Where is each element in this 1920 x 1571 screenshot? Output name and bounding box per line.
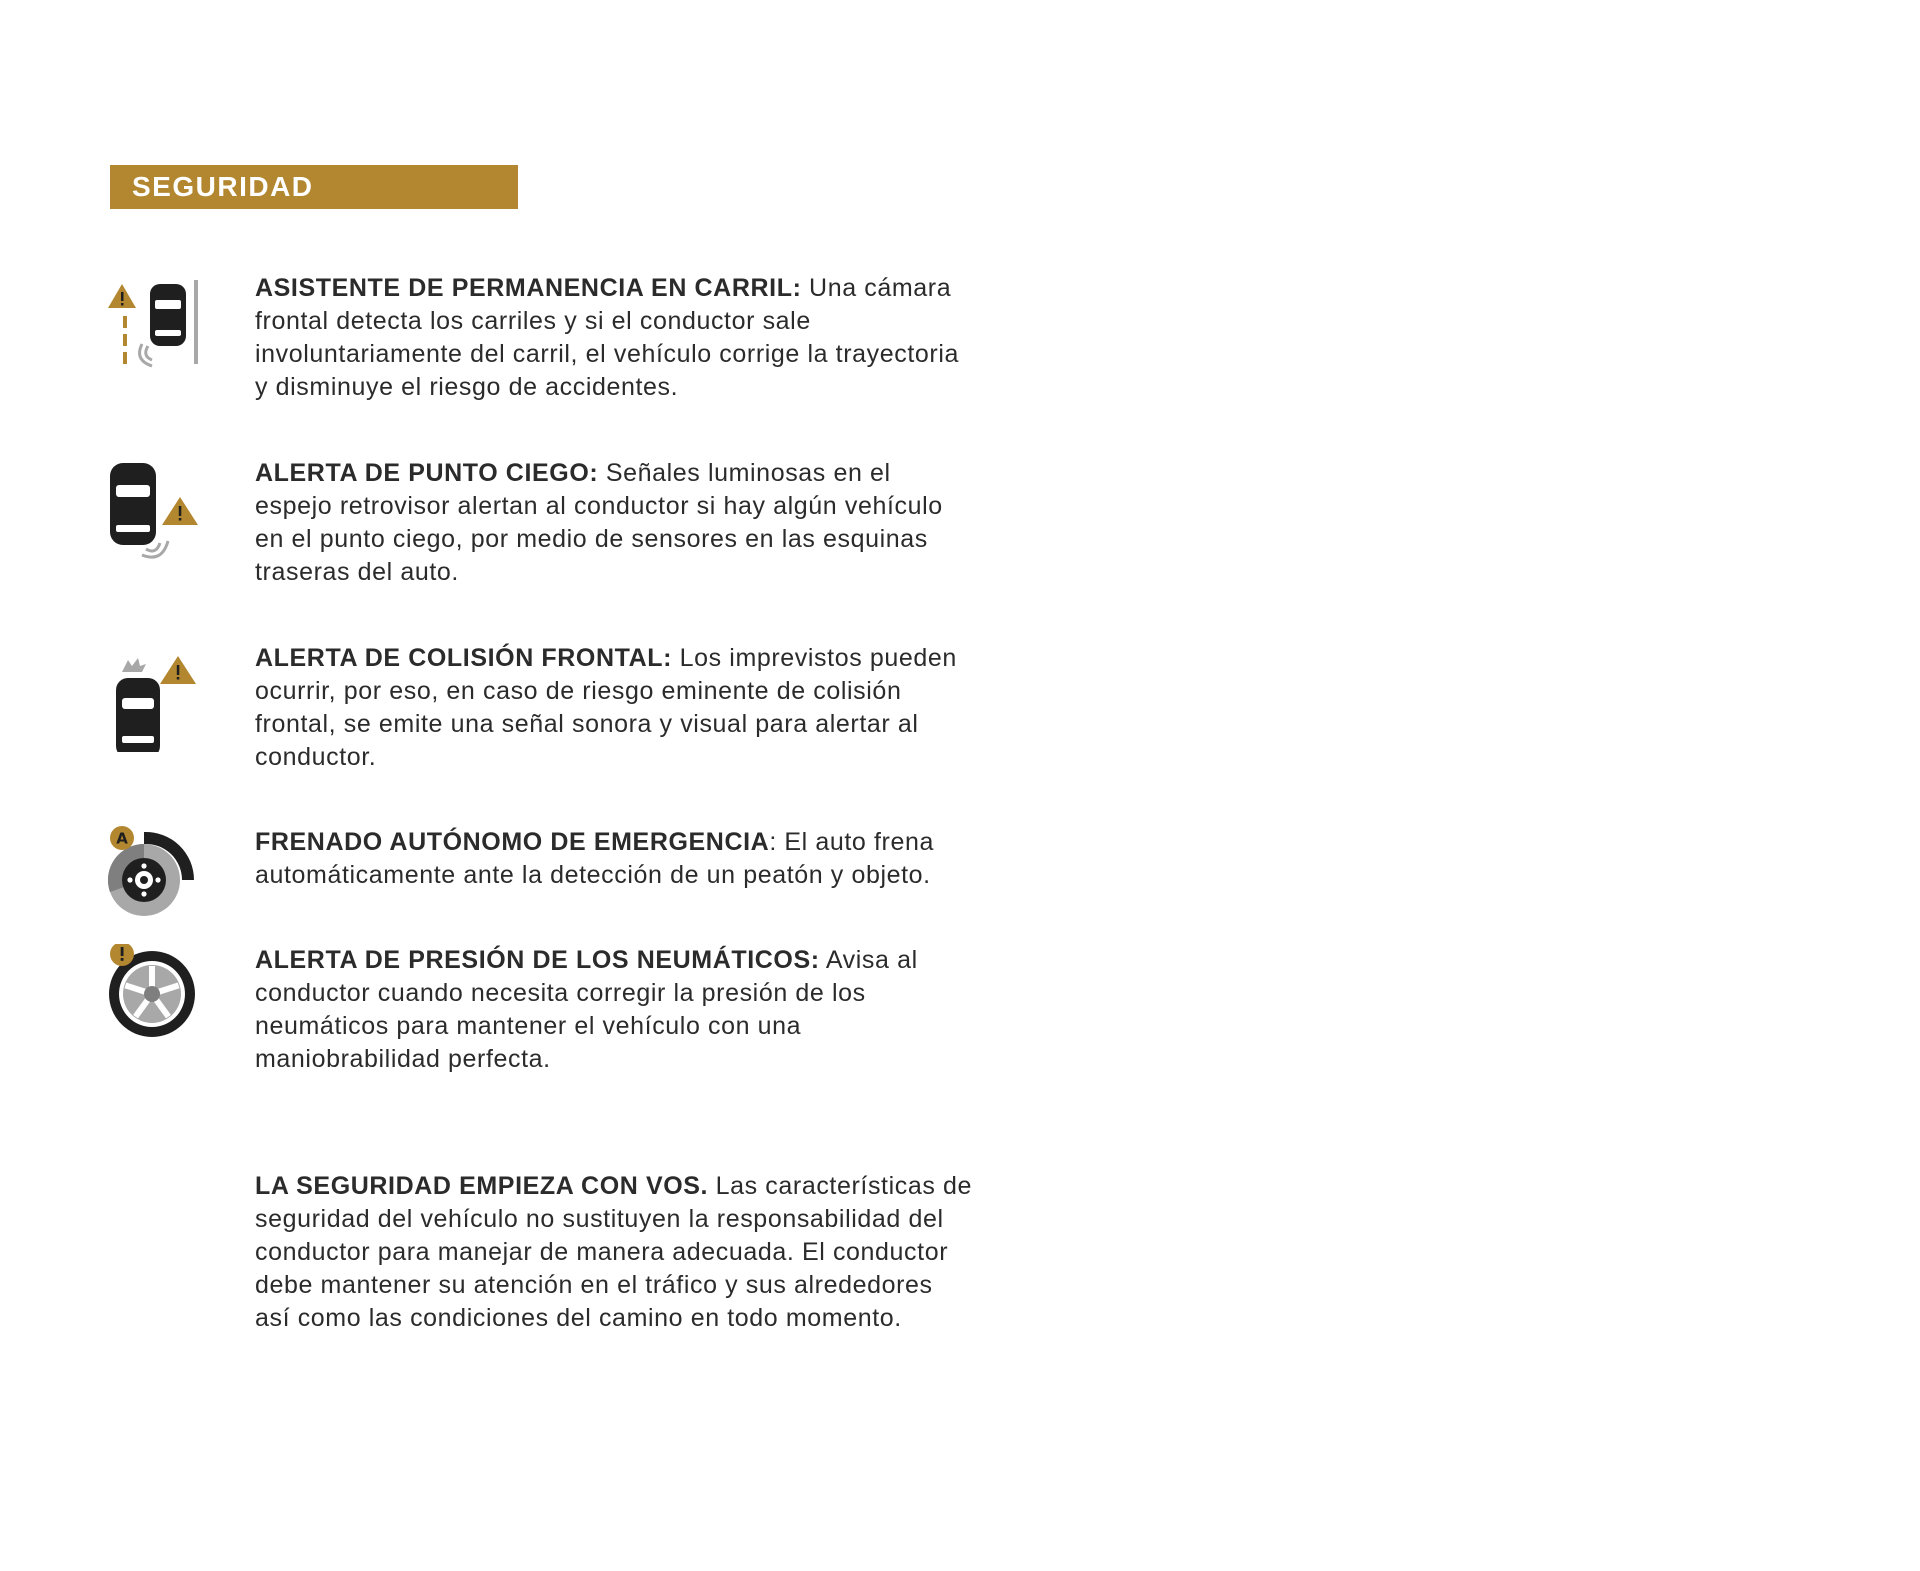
blind-spot-alert-icon <box>108 457 204 567</box>
autonomous-emergency-braking-icon <box>108 826 204 936</box>
disclaimer-body: Las características de seguridad del vehículo no sustituyen la responsabilidad del conductor para manejar de manera adecuada. El conductor debe mantener su atención en el tráfico y sus alrededores así como las condiciones del camino en todo momento. <box>255 1172 973 1332</box>
disclaimer-title: LA SEGURIDAD EMPIEZA CON VOS. <box>255 1172 709 1200</box>
feature-title: ALERTA DE PUNTO CIEGO: <box>255 459 599 487</box>
feature-description <box>255 826 965 892</box>
feature-description <box>255 944 965 1076</box>
section-header <box>110 165 518 209</box>
section-title: SEGURIDAD <box>132 171 314 202</box>
feature-title: FRENADO AUTÓNOMO DE EMERGENCIA <box>255 828 770 856</box>
lane-keep-assist-icon <box>108 272 204 382</box>
feature-title: ALERTA DE PRESIÓN DE LOS NEUMÁTICOS: <box>255 946 820 974</box>
feature-body: : El auto frena automáticamente ante la detección de un peatón y objeto. <box>255 828 934 889</box>
feature-title: ASISTENTE DE PERMANENCIA EN CARRIL: <box>255 274 802 302</box>
feature-title: ALERTA DE COLISIÓN FRONTAL: <box>255 644 673 672</box>
feature-body: Los imprevistos pueden ocurrir, por eso, en caso de riesgo eminente de colisión frontal, se emite una señal sonora y visual para alertar al conductor. <box>255 644 957 771</box>
feature-description <box>255 642 965 774</box>
feature-body: Señales luminosas en el espejo retrovisor alertan al conductor si hay algún vehículo en el punto ciego, por medio de sensores en las esquinas traseras del auto. <box>255 459 943 586</box>
forward-collision-alert-icon <box>108 642 204 752</box>
svg-text:A: A <box>116 829 128 848</box>
feature-description <box>255 272 965 404</box>
safety-disclaimer <box>255 1170 975 1335</box>
feature-body: Avisa al conductor cuando necesita corregir la presión de los neumáticos para mantener el vehículo con una maniobrabilidad perfecta. <box>255 946 918 1073</box>
tire-pressure-alert-icon <box>108 944 204 1054</box>
feature-description <box>255 457 965 589</box>
feature-body: Una cámara frontal detecta los carriles y si el conductor sale involuntariamente del carril, el vehículo corrige la trayectoria y disminuye el riesgo de accidentes. <box>255 274 959 401</box>
